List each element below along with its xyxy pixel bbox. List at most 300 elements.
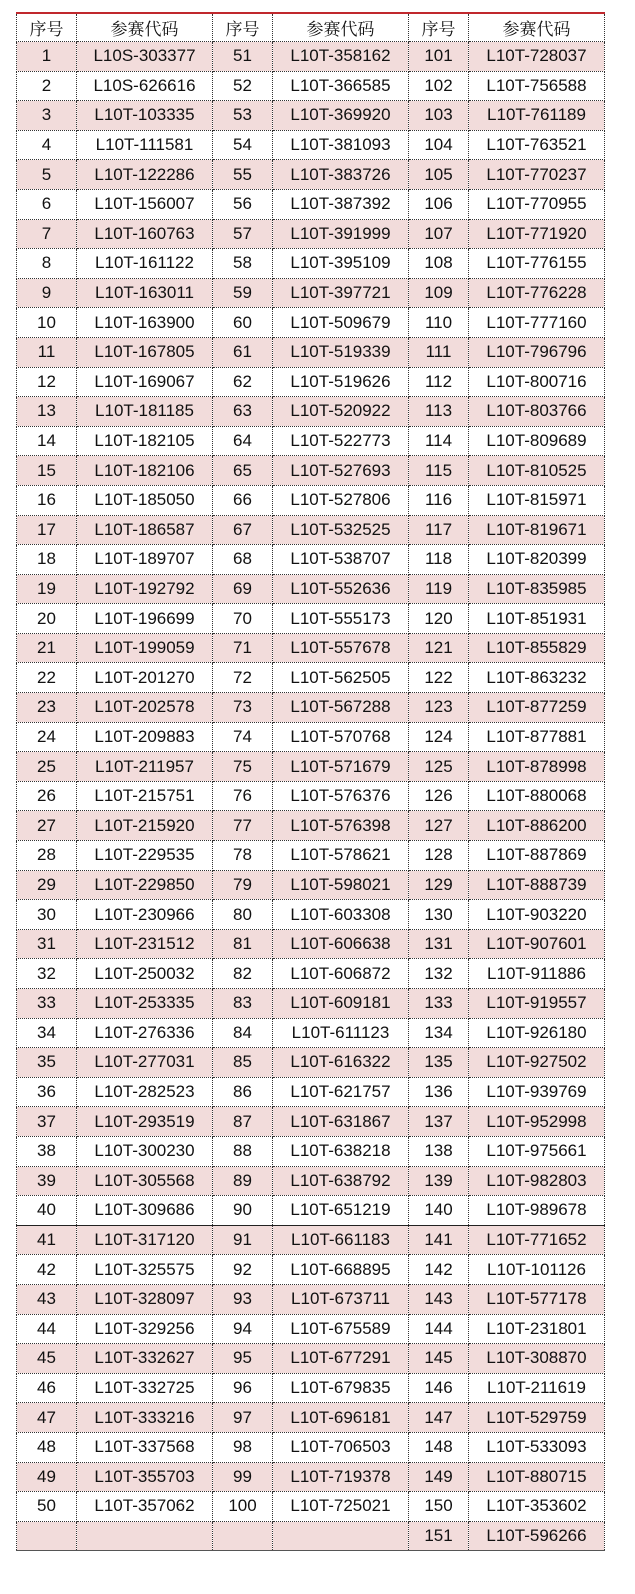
serial-cell: 1 <box>17 42 77 72</box>
serial-cell: 124 <box>409 722 469 752</box>
serial-cell: 10 <box>17 308 77 338</box>
serial-cell: 46 <box>17 1373 77 1403</box>
serial-cell: 70 <box>213 604 273 634</box>
table-header <box>17 13 605 42</box>
code-cell: L10T-570768 <box>273 722 409 752</box>
code-cell: L10T-253335 <box>77 989 213 1019</box>
serial-cell: 126 <box>409 781 469 811</box>
serial-cell: 56 <box>213 189 273 219</box>
code-cell: L10T-880715 <box>469 1462 605 1492</box>
code-cell: L10T-215920 <box>77 811 213 841</box>
code-cell: L10T-673711 <box>273 1284 409 1314</box>
serial-cell: 130 <box>409 900 469 930</box>
table-row <box>17 1018 605 1048</box>
header-row <box>17 13 605 42</box>
code-cell: L10T-567288 <box>273 693 409 723</box>
code-cell: L10T-103335 <box>77 101 213 131</box>
serial-cell: 93 <box>213 1284 273 1314</box>
code-cell: L10T-533093 <box>469 1432 605 1462</box>
code-cell: L10T-182106 <box>77 456 213 486</box>
serial-cell: 33 <box>17 989 77 1019</box>
code-cell: L10T-122286 <box>77 160 213 190</box>
code-cell: L10T-609181 <box>273 989 409 1019</box>
code-cell: L10T-160763 <box>77 219 213 249</box>
serial-cell: 57 <box>213 219 273 249</box>
serial-cell: 117 <box>409 515 469 545</box>
code-cell: L10T-611123 <box>273 1018 409 1048</box>
table-body <box>17 42 605 1551</box>
serial-cell: 131 <box>409 929 469 959</box>
serial-cell: 54 <box>213 130 273 160</box>
code-cell: L10T-282523 <box>77 1077 213 1107</box>
code-cell: L10T-167805 <box>77 337 213 367</box>
serial-cell: 40 <box>17 1196 77 1226</box>
code-cell: L10T-771652 <box>469 1225 605 1255</box>
serial-cell: 121 <box>409 633 469 663</box>
serial-cell: 2 <box>17 71 77 101</box>
serial-cell: 125 <box>409 752 469 782</box>
serial-cell: 71 <box>213 633 273 663</box>
code-cell <box>273 1521 409 1551</box>
code-cell: L10T-369920 <box>273 101 409 131</box>
table-row <box>17 1314 605 1344</box>
serial-cell: 11 <box>17 337 77 367</box>
serial-cell: 87 <box>213 1107 273 1137</box>
code-cell: L10T-387392 <box>273 189 409 219</box>
serial-cell: 103 <box>409 101 469 131</box>
code-cell: L10T-770237 <box>469 160 605 190</box>
code-cell: L10T-606638 <box>273 929 409 959</box>
code-cell: L10T-725021 <box>273 1492 409 1522</box>
code-cell: L10T-332725 <box>77 1373 213 1403</box>
serial-cell: 31 <box>17 929 77 959</box>
code-cell: L10T-161122 <box>77 249 213 279</box>
serial-cell: 148 <box>409 1432 469 1462</box>
table-row <box>17 929 605 959</box>
header-serial-1: 序号 <box>17 13 77 42</box>
serial-cell: 51 <box>213 42 273 72</box>
code-cell: L10T-211619 <box>469 1373 605 1403</box>
code-cell: L10T-192792 <box>77 574 213 604</box>
code-cell: L10T-756588 <box>469 71 605 101</box>
serial-cell: 19 <box>17 574 77 604</box>
code-cell: L10T-679835 <box>273 1373 409 1403</box>
code-cell: L10T-229850 <box>77 870 213 900</box>
table-row <box>17 1136 605 1166</box>
code-cell: L10T-706503 <box>273 1432 409 1462</box>
code-cell: L10T-771920 <box>469 219 605 249</box>
code-cell: L10T-201270 <box>77 663 213 693</box>
serial-cell: 108 <box>409 249 469 279</box>
code-cell: L10T-532525 <box>273 515 409 545</box>
code-cell: L10T-878998 <box>469 752 605 782</box>
serial-cell: 139 <box>409 1166 469 1196</box>
code-cell: L10T-557678 <box>273 633 409 663</box>
code-cell: L10T-397721 <box>273 278 409 308</box>
participant-code-table <box>16 12 605 1551</box>
serial-cell: 99 <box>213 1462 273 1492</box>
code-cell: L10T-215751 <box>77 781 213 811</box>
code-cell: L10T-820399 <box>469 545 605 575</box>
table-row <box>17 811 605 841</box>
serial-cell: 120 <box>409 604 469 634</box>
serial-cell: 123 <box>409 693 469 723</box>
code-cell: L10T-231512 <box>77 929 213 959</box>
code-cell: L10T-638792 <box>273 1166 409 1196</box>
serial-cell: 38 <box>17 1136 77 1166</box>
code-cell: L10T-851931 <box>469 604 605 634</box>
code-cell: L10T-230966 <box>77 900 213 930</box>
header-code-1: 参赛代码 <box>77 13 213 42</box>
serial-cell: 25 <box>17 752 77 782</box>
code-cell: L10T-391999 <box>273 219 409 249</box>
code-cell: L10T-982803 <box>469 1166 605 1196</box>
code-cell: L10T-911886 <box>469 959 605 989</box>
code-cell: L10T-186587 <box>77 515 213 545</box>
code-cell: L10T-810525 <box>469 456 605 486</box>
code-cell: L10T-395109 <box>273 249 409 279</box>
table-row <box>17 1521 605 1551</box>
code-cell: L10T-927502 <box>469 1048 605 1078</box>
serial-cell: 63 <box>213 397 273 427</box>
table-row <box>17 397 605 427</box>
code-cell: L10T-728037 <box>469 42 605 72</box>
serial-cell: 106 <box>409 189 469 219</box>
serial-cell: 128 <box>409 841 469 871</box>
code-cell: L10T-519339 <box>273 337 409 367</box>
table-row <box>17 604 605 634</box>
serial-cell: 73 <box>213 693 273 723</box>
serial-cell: 89 <box>213 1166 273 1196</box>
serial-cell: 119 <box>409 574 469 604</box>
serial-cell: 100 <box>213 1492 273 1522</box>
serial-cell: 27 <box>17 811 77 841</box>
code-cell: L10T-770955 <box>469 189 605 219</box>
table-row <box>17 71 605 101</box>
table-row <box>17 722 605 752</box>
code-cell: L10T-598021 <box>273 870 409 900</box>
serial-cell: 113 <box>409 397 469 427</box>
code-cell: L10T-616322 <box>273 1048 409 1078</box>
serial-cell: 29 <box>17 870 77 900</box>
serial-cell: 4 <box>17 130 77 160</box>
serial-cell: 86 <box>213 1077 273 1107</box>
table-row <box>17 42 605 72</box>
code-cell: L10T-381093 <box>273 130 409 160</box>
code-cell: L10T-211957 <box>77 752 213 782</box>
serial-cell: 136 <box>409 1077 469 1107</box>
table-row <box>17 841 605 871</box>
code-cell: L10T-886200 <box>469 811 605 841</box>
serial-cell: 114 <box>409 426 469 456</box>
table-row <box>17 663 605 693</box>
serial-cell: 14 <box>17 426 77 456</box>
serial-cell: 30 <box>17 900 77 930</box>
code-cell: L10T-538707 <box>273 545 409 575</box>
serial-cell: 104 <box>409 130 469 160</box>
code-cell: L10T-229535 <box>77 841 213 871</box>
serial-cell: 116 <box>409 485 469 515</box>
serial-cell: 41 <box>17 1225 77 1255</box>
code-cell: L10T-332627 <box>77 1344 213 1374</box>
code-cell: L10T-163011 <box>77 278 213 308</box>
code-cell: L10T-796796 <box>469 337 605 367</box>
table-row <box>17 1492 605 1522</box>
serial-cell: 8 <box>17 249 77 279</box>
code-cell: L10T-903220 <box>469 900 605 930</box>
serial-cell: 35 <box>17 1048 77 1078</box>
code-cell: L10T-182105 <box>77 426 213 456</box>
serial-cell <box>17 1521 77 1551</box>
code-cell: L10T-277031 <box>77 1048 213 1078</box>
code-cell: L10T-522773 <box>273 426 409 456</box>
serial-cell: 17 <box>17 515 77 545</box>
serial-cell: 147 <box>409 1403 469 1433</box>
code-cell: L10T-880068 <box>469 781 605 811</box>
code-cell: L10T-325575 <box>77 1255 213 1285</box>
serial-cell: 65 <box>213 456 273 486</box>
serial-cell: 64 <box>213 426 273 456</box>
serial-cell: 66 <box>213 485 273 515</box>
code-cell: L10T-552636 <box>273 574 409 604</box>
serial-cell: 92 <box>213 1255 273 1285</box>
table-row <box>17 545 605 575</box>
serial-cell: 122 <box>409 663 469 693</box>
serial-cell: 3 <box>17 101 77 131</box>
code-cell: L10T-527693 <box>273 456 409 486</box>
serial-cell: 85 <box>213 1048 273 1078</box>
code-cell: L10T-989678 <box>469 1196 605 1226</box>
table-row <box>17 752 605 782</box>
serial-cell: 45 <box>17 1344 77 1374</box>
code-cell: L10T-926180 <box>469 1018 605 1048</box>
code-cell: L10T-305568 <box>77 1166 213 1196</box>
serial-cell: 13 <box>17 397 77 427</box>
code-cell: L10T-276336 <box>77 1018 213 1048</box>
table-row <box>17 160 605 190</box>
code-cell: L10T-776155 <box>469 249 605 279</box>
code-cell: L10T-803766 <box>469 397 605 427</box>
table-row <box>17 870 605 900</box>
header-serial-2: 序号 <box>213 13 273 42</box>
table-row <box>17 1403 605 1433</box>
code-cell: L10T-576376 <box>273 781 409 811</box>
serial-cell: 133 <box>409 989 469 1019</box>
serial-cell: 59 <box>213 278 273 308</box>
table-row <box>17 456 605 486</box>
serial-cell: 150 <box>409 1492 469 1522</box>
table-row <box>17 189 605 219</box>
table-row <box>17 989 605 1019</box>
serial-cell: 118 <box>409 545 469 575</box>
serial-cell: 84 <box>213 1018 273 1048</box>
serial-cell: 60 <box>213 308 273 338</box>
serial-cell: 149 <box>409 1462 469 1492</box>
code-cell: L10T-163900 <box>77 308 213 338</box>
serial-cell: 105 <box>409 160 469 190</box>
table-row <box>17 1225 605 1255</box>
serial-cell: 47 <box>17 1403 77 1433</box>
serial-cell: 48 <box>17 1432 77 1462</box>
code-cell: L10T-952998 <box>469 1107 605 1137</box>
serial-cell: 95 <box>213 1344 273 1374</box>
code-cell: L10T-621757 <box>273 1077 409 1107</box>
serial-cell: 34 <box>17 1018 77 1048</box>
code-cell: L10T-300230 <box>77 1136 213 1166</box>
header-serial-3: 序号 <box>409 13 469 42</box>
code-cell: L10T-185050 <box>77 485 213 515</box>
code-cell: L10T-328097 <box>77 1284 213 1314</box>
serial-cell: 144 <box>409 1314 469 1344</box>
serial-cell: 58 <box>213 249 273 279</box>
serial-cell: 50 <box>17 1492 77 1522</box>
serial-cell: 68 <box>213 545 273 575</box>
table-row <box>17 219 605 249</box>
table-row <box>17 574 605 604</box>
code-cell: L10T-888739 <box>469 870 605 900</box>
code-cell: L10T-250032 <box>77 959 213 989</box>
code-cell: L10T-169067 <box>77 367 213 397</box>
serial-cell: 42 <box>17 1255 77 1285</box>
serial-cell: 151 <box>409 1521 469 1551</box>
table-row <box>17 693 605 723</box>
table-row <box>17 1107 605 1137</box>
code-cell: L10T-975661 <box>469 1136 605 1166</box>
code-cell: L10T-761189 <box>469 101 605 131</box>
serial-cell: 88 <box>213 1136 273 1166</box>
code-cell: L10T-527806 <box>273 485 409 515</box>
serial-cell: 32 <box>17 959 77 989</box>
code-cell: L10T-181185 <box>77 397 213 427</box>
serial-cell: 61 <box>213 337 273 367</box>
table-row <box>17 337 605 367</box>
table-row <box>17 515 605 545</box>
table-row <box>17 1077 605 1107</box>
table-row <box>17 426 605 456</box>
code-cell: L10T-383726 <box>273 160 409 190</box>
serial-cell: 141 <box>409 1225 469 1255</box>
code-cell: L10T-696181 <box>273 1403 409 1433</box>
table-row <box>17 781 605 811</box>
code-cell: L10T-562505 <box>273 663 409 693</box>
code-cell: L10T-809689 <box>469 426 605 456</box>
serial-cell: 79 <box>213 870 273 900</box>
code-cell: L10T-907601 <box>469 929 605 959</box>
serial-cell: 127 <box>409 811 469 841</box>
code-cell: L10T-819671 <box>469 515 605 545</box>
serial-cell: 90 <box>213 1196 273 1226</box>
serial-cell: 18 <box>17 545 77 575</box>
serial-cell: 143 <box>409 1284 469 1314</box>
header-code-3: 参赛代码 <box>469 13 605 42</box>
serial-cell: 16 <box>17 485 77 515</box>
code-cell <box>77 1521 213 1551</box>
code-cell: L10T-555173 <box>273 604 409 634</box>
serial-cell: 20 <box>17 604 77 634</box>
code-cell: L10T-101126 <box>469 1255 605 1285</box>
serial-cell: 69 <box>213 574 273 604</box>
serial-cell: 52 <box>213 71 273 101</box>
code-cell: L10T-571679 <box>273 752 409 782</box>
code-cell: L10T-576398 <box>273 811 409 841</box>
code-cell: L10T-366585 <box>273 71 409 101</box>
code-cell: L10T-651219 <box>273 1196 409 1226</box>
code-cell: L10T-631867 <box>273 1107 409 1137</box>
code-cell: L10T-520922 <box>273 397 409 427</box>
serial-cell: 145 <box>409 1344 469 1374</box>
serial-cell: 53 <box>213 101 273 131</box>
serial-cell: 137 <box>409 1107 469 1137</box>
serial-cell: 83 <box>213 989 273 1019</box>
code-cell: L10T-357062 <box>77 1492 213 1522</box>
serial-cell: 24 <box>17 722 77 752</box>
table-row <box>17 1432 605 1462</box>
code-cell: L10T-661183 <box>273 1225 409 1255</box>
serial-cell: 132 <box>409 959 469 989</box>
code-cell: L10T-199059 <box>77 633 213 663</box>
serial-cell: 140 <box>409 1196 469 1226</box>
code-cell: L10T-308870 <box>469 1344 605 1374</box>
code-cell: L10T-519626 <box>273 367 409 397</box>
code-cell: L10T-358162 <box>273 42 409 72</box>
serial-cell: 82 <box>213 959 273 989</box>
serial-cell <box>213 1521 273 1551</box>
serial-cell: 39 <box>17 1166 77 1196</box>
code-cell: L10T-209883 <box>77 722 213 752</box>
code-cell: L10T-677291 <box>273 1344 409 1374</box>
serial-cell: 81 <box>213 929 273 959</box>
code-cell: L10T-189707 <box>77 545 213 575</box>
serial-cell: 12 <box>17 367 77 397</box>
serial-cell: 142 <box>409 1255 469 1285</box>
serial-cell: 62 <box>213 367 273 397</box>
table-row <box>17 900 605 930</box>
code-cell: L10T-231801 <box>469 1314 605 1344</box>
serial-cell: 107 <box>409 219 469 249</box>
serial-cell: 22 <box>17 663 77 693</box>
code-cell: L10T-877881 <box>469 722 605 752</box>
code-cell: L10T-355703 <box>77 1462 213 1492</box>
serial-cell: 15 <box>17 456 77 486</box>
code-cell: L10T-835985 <box>469 574 605 604</box>
code-cell: L10T-577178 <box>469 1284 605 1314</box>
code-cell: L10T-919557 <box>469 989 605 1019</box>
code-cell: L10T-529759 <box>469 1403 605 1433</box>
table-row <box>17 633 605 663</box>
code-cell: L10T-855829 <box>469 633 605 663</box>
serial-cell: 97 <box>213 1403 273 1433</box>
results-table-container <box>16 12 605 1551</box>
code-cell: L10T-156007 <box>77 189 213 219</box>
table-row <box>17 1255 605 1285</box>
serial-cell: 5 <box>17 160 77 190</box>
code-cell: L10T-887869 <box>469 841 605 871</box>
code-cell: L10T-603308 <box>273 900 409 930</box>
serial-cell: 76 <box>213 781 273 811</box>
code-cell: L10T-196699 <box>77 604 213 634</box>
serial-cell: 102 <box>409 71 469 101</box>
code-cell: L10S-626616 <box>77 71 213 101</box>
code-cell: L10T-578621 <box>273 841 409 871</box>
serial-cell: 75 <box>213 752 273 782</box>
serial-cell: 129 <box>409 870 469 900</box>
serial-cell: 109 <box>409 278 469 308</box>
serial-cell: 37 <box>17 1107 77 1137</box>
serial-cell: 138 <box>409 1136 469 1166</box>
code-cell: L10T-333216 <box>77 1403 213 1433</box>
code-cell: L10T-596266 <box>469 1521 605 1551</box>
serial-cell: 26 <box>17 781 77 811</box>
